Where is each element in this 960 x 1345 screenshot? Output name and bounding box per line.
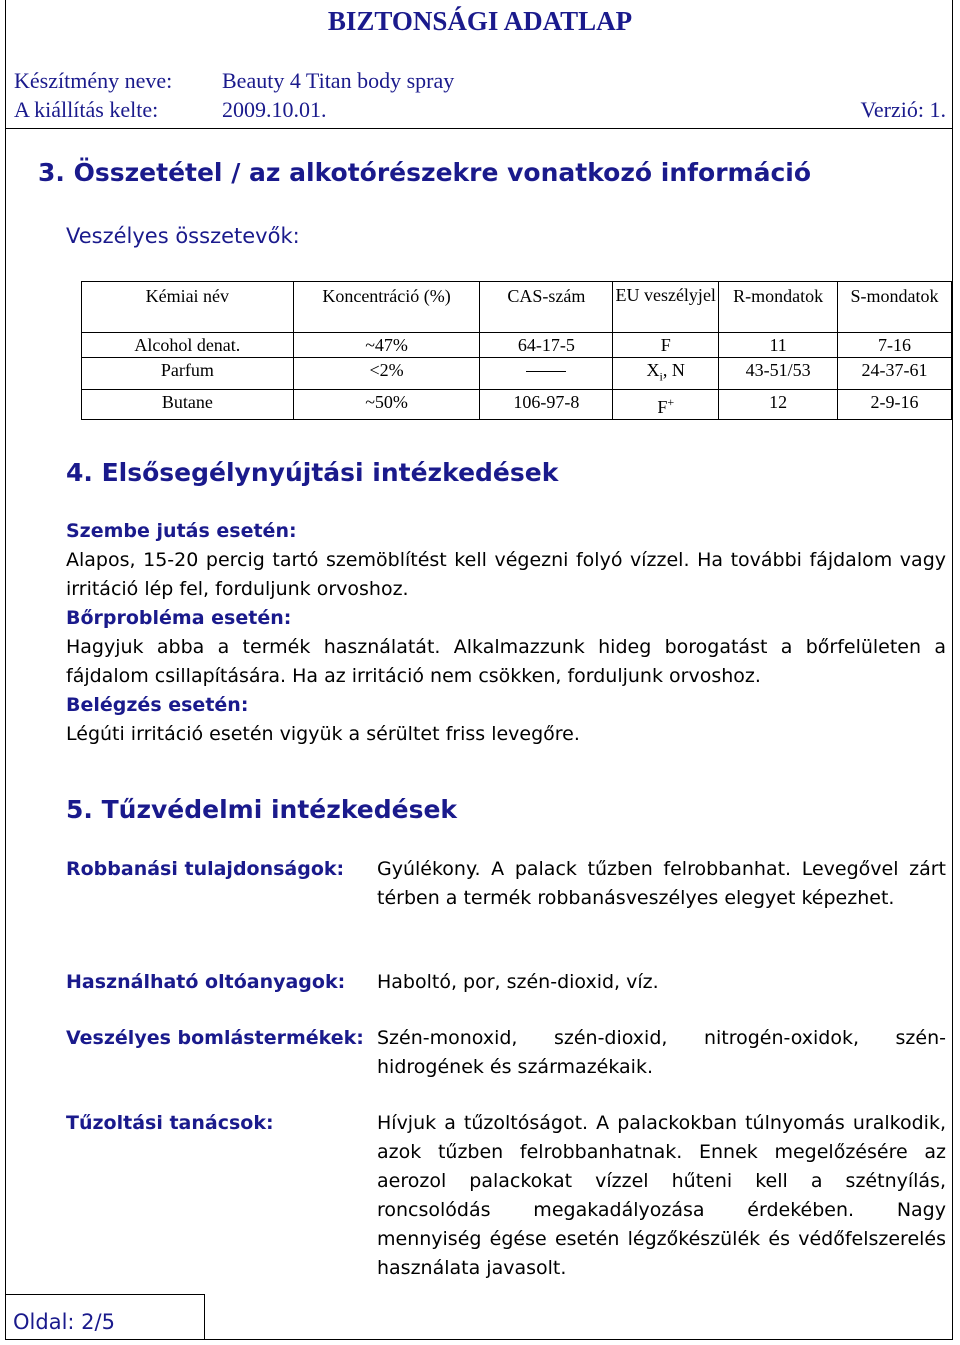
explosive-properties-value: Gyúlékony. A palack tűzben felrobbanhat. Levegővel zárt térben a termék robbanásveszélyes elegyet képezhet. bbox=[377, 858, 946, 909]
cell-chemical-name: Alcohol denat. bbox=[82, 333, 294, 358]
cell-concentration: ~47% bbox=[293, 333, 480, 358]
cell-cas-number: 106-97-8 bbox=[480, 389, 613, 419]
cas-not-applicable-dash bbox=[526, 371, 566, 372]
cell-chemical-name: Parfum bbox=[82, 358, 294, 390]
explosive-properties-label: Robbanási tulajdonságok: bbox=[66, 858, 345, 880]
cell-chemical-name: Butane bbox=[82, 389, 294, 419]
cell-cas-number: 64-17-5 bbox=[480, 333, 613, 358]
version-label: Verzió: 1. bbox=[860, 97, 946, 122]
decomposition-products-label: Veszélyes bomlástermékek: bbox=[66, 1027, 364, 1049]
hazardous-components-label: Veszélyes összetevők: bbox=[66, 224, 300, 248]
section-3-title: 3. Összetétel / az alkotórészekre vonatkozó információ bbox=[38, 158, 812, 187]
cell-eu-symbol: F+ bbox=[613, 389, 719, 419]
page-footer bbox=[5, 1294, 205, 1340]
table-row bbox=[82, 389, 952, 419]
inhalation-heading: Belégzés esetén: bbox=[66, 694, 249, 716]
table-header-row bbox=[82, 282, 952, 333]
cell-r-phrases: 11 bbox=[719, 333, 838, 358]
section-5-title: 5. Tűzvédelmi intézkedések bbox=[66, 795, 458, 824]
table-row bbox=[82, 358, 952, 390]
column-header-r-phrases: R-mondatok bbox=[719, 282, 838, 333]
eye-contact-heading: Szembe jutás esetén: bbox=[66, 520, 297, 542]
extinguishing-media-label: Használható oltóanyagok: bbox=[66, 971, 346, 993]
cell-r-phrases: 12 bbox=[719, 389, 838, 419]
eye-contact-text: Alapos, 15-20 percig tartó szemöblítést kell végezni folyó vízzel. Ha további fájdalom vagy irritáció lép fel, forduljunk orvoshoz. bbox=[66, 549, 946, 600]
table-row bbox=[82, 333, 952, 358]
header-divider bbox=[5, 128, 953, 129]
issue-date-value: 2009.10.01. bbox=[222, 97, 327, 122]
column-header-concentration: Koncentráció (%) bbox=[293, 282, 480, 333]
document-title: BIZTONSÁGI ADATLAP bbox=[327, 6, 633, 36]
skin-problem-heading: Bőrprobléma esetén: bbox=[66, 607, 292, 629]
column-header-chemical-name: Kémiai név bbox=[82, 282, 294, 333]
cell-concentration: ~50% bbox=[293, 389, 480, 419]
cell-concentration: <2% bbox=[293, 358, 480, 390]
cell-cas-number bbox=[480, 358, 613, 390]
cell-eu-symbol: F bbox=[613, 333, 719, 358]
product-name-label: Készítmény neve: bbox=[14, 68, 173, 93]
issue-date-label: A kiállítás kelte: bbox=[14, 97, 159, 122]
cell-s-phrases: 7-16 bbox=[838, 333, 952, 358]
eye-contact-block bbox=[66, 517, 946, 749]
column-header-s-phrases: S-mondatok bbox=[838, 282, 952, 333]
firefighting-advice-value: Hívjuk a tűzoltóságot. A palackokban túlnyomás uralkodik, azok tűzben felrobbanhatnak. Ennek megelőzésére az aerozol palackokat vízzel hűteni kell a szétnyílás, roncsolódás megakadályozása érdekében. Nagy mennyiség égése esetén légzőkészülék és védőfelszerelés használata javasolt. bbox=[377, 1112, 946, 1279]
cell-s-phrases: 24-37-61 bbox=[838, 358, 952, 390]
firefighting-advice-label: Tűzoltási tanácsok: bbox=[66, 1112, 274, 1134]
section-4-title: 4. Elsősegélynyújtási intézkedések bbox=[66, 458, 559, 487]
decomposition-products-value: Szén-monoxid, szén-dioxid, nitrogén-oxidok, szén-hidrogének és származékaik. bbox=[377, 1027, 946, 1078]
cell-s-phrases: 2-9-16 bbox=[838, 389, 952, 419]
composition-table bbox=[81, 281, 952, 420]
product-name-value: Beauty 4 Titan body spray bbox=[222, 68, 455, 93]
column-header-cas-number: CAS-szám bbox=[480, 282, 613, 333]
cell-eu-symbol: $X_i$, N bbox=[613, 358, 719, 390]
column-header-eu-symbol: EU veszélyjel bbox=[613, 282, 719, 333]
extinguishing-media-value: Haboltó, por, szén-dioxid, víz. bbox=[377, 971, 659, 993]
cell-r-phrases: 43-51/53 bbox=[719, 358, 838, 390]
page-number: Oldal: 2/5 bbox=[13, 1310, 115, 1334]
inhalation-text: Légúti irritáció esetén vigyük a sérültet friss levegőre. bbox=[66, 723, 580, 745]
skin-problem-text: Hagyjuk abba a termék használatát. Alkalmazzunk hideg borogatást a bőrfelületen a fájdalom csillapítására. Ha az irritáció nem csökken, forduljunk orvoshoz. bbox=[66, 636, 946, 687]
